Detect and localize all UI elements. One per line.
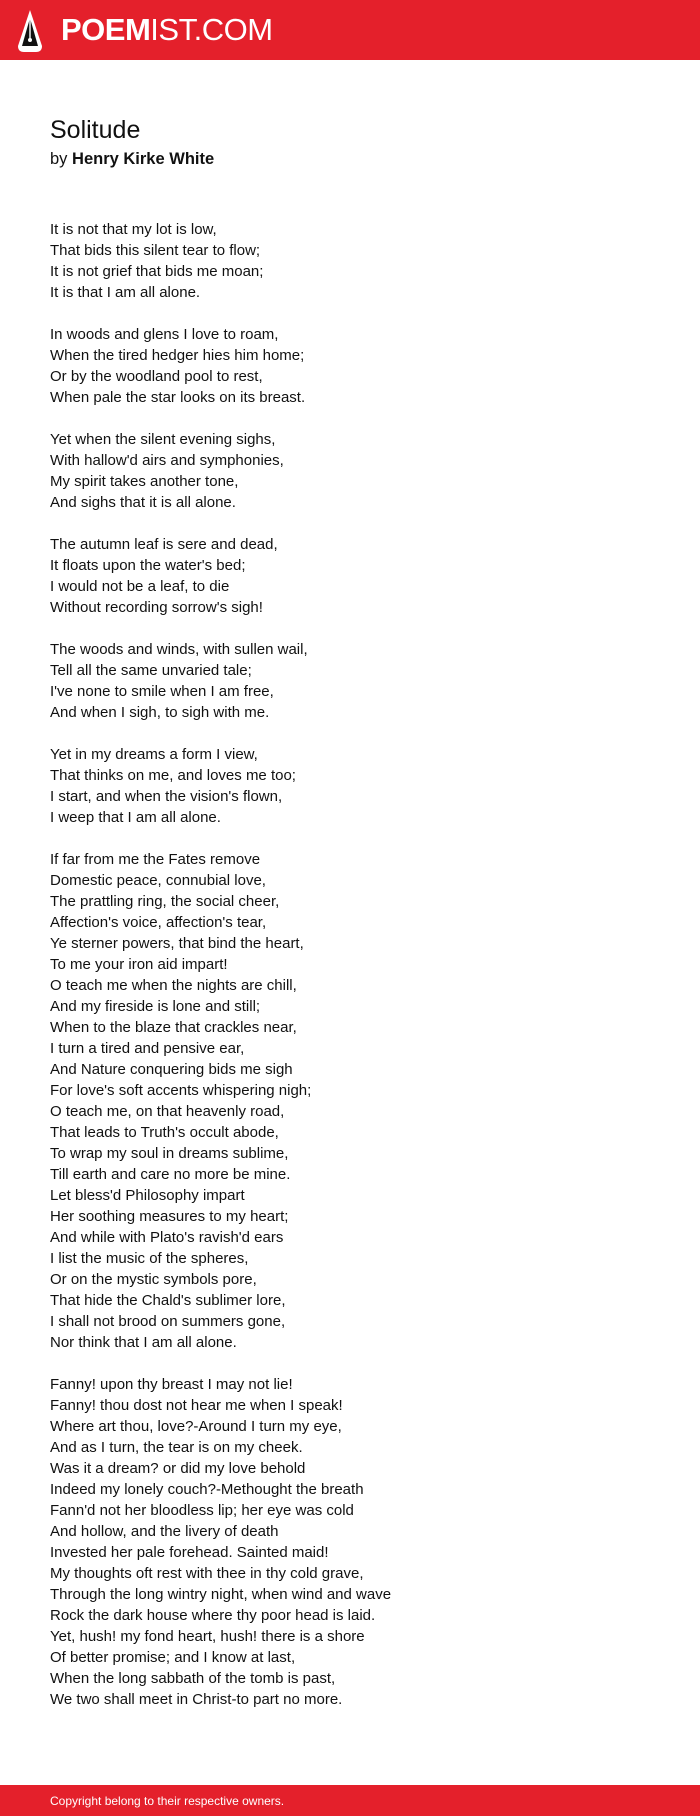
poem-byline	[50, 147, 214, 171]
poem-author: Henry Kirke White	[72, 150, 215, 168]
poem-line: My spirit takes another tone,	[50, 473, 239, 490]
poem-line: When the long sabbath of the tomb is past,	[50, 1670, 336, 1687]
poem-stanza	[50, 324, 650, 408]
poem-line: O teach me when the nights are chill,	[50, 977, 297, 994]
poem-line: O teach me, on that heavenly road,	[50, 1103, 285, 1120]
poem-line: I list the music of the spheres,	[50, 1250, 249, 1267]
poem-line: We two shall meet in Christ-to part no more.	[50, 1691, 343, 1708]
poem-line: That leads to Truth's occult abode,	[50, 1124, 279, 1141]
logo-bold-part: POEM	[61, 12, 151, 47]
poem-line: With hallow'd airs and symphonies,	[50, 452, 284, 469]
poem-line: And Nature conquering bids me sigh	[50, 1061, 293, 1078]
poem-body	[50, 219, 650, 1731]
poem-line: Rock the dark house where thy poor head is laid.	[50, 1607, 376, 1624]
poem-line: When pale the star looks on its breast.	[50, 389, 306, 406]
poem-line: And my fireside is lone and still;	[50, 998, 261, 1015]
logo-light-part: IST.COM	[150, 12, 273, 47]
poem-line: Through the long wintry night, when wind and wave	[50, 1586, 392, 1603]
poem-line: I turn a tired and pensive ear,	[50, 1040, 245, 1057]
poem-stanza	[50, 429, 650, 513]
poem-line: If far from me the Fates remove	[50, 851, 261, 868]
copyright-notice: Copyright belong to their respective owners.	[50, 1794, 285, 1808]
site-logo-text[interactable]	[61, 11, 273, 49]
poem-line: Fanny! thou dost not hear me when I speak!	[50, 1397, 343, 1414]
poem-line: Ye sterner powers, that bind the heart,	[50, 935, 304, 952]
poem-line: Tell all the same unvaried tale;	[50, 662, 252, 679]
poem-line: Indeed my lonely couch?-Methought the breath	[50, 1481, 364, 1498]
poem-line: That bids this silent tear to flow;	[50, 242, 261, 259]
poem-line: Where art thou, love?-Around I turn my eye,	[50, 1418, 342, 1435]
poem-line: Or by the woodland pool to rest,	[50, 368, 263, 385]
poem-line: I shall not brood on summers gone,	[50, 1313, 286, 1330]
poem-line: Fann'd not her bloodless lip; her eye was cold	[50, 1502, 354, 1519]
poem-line: To me your iron aid impart!	[50, 956, 228, 973]
poem-stanza	[50, 534, 650, 618]
poem-line: It floats upon the water's bed;	[50, 557, 246, 574]
poem-line: When to the blaze that crackles near,	[50, 1019, 297, 1036]
poem-stanza	[50, 849, 650, 1353]
poem-line: Nor think that I am all alone.	[50, 1334, 237, 1351]
poem-line: The autumn leaf is sere and dead,	[50, 536, 278, 553]
poem-line: My thoughts oft rest with thee in thy cold grave,	[50, 1565, 364, 1582]
poem-line: It is that I am all alone.	[50, 284, 201, 301]
poem-line: The woods and winds, with sullen wail,	[50, 641, 308, 658]
poem-line: And hollow, and the livery of death	[50, 1523, 279, 1540]
poem-line: To wrap my soul in dreams sublime,	[50, 1145, 289, 1162]
poem-line: Fanny! upon thy breast I may not lie!	[50, 1376, 293, 1393]
poem-line: Invested her pale forehead. Sainted maid!	[50, 1544, 329, 1561]
poem-line: For love's soft accents whispering nigh;	[50, 1082, 312, 1099]
poem-line: Yet in my dreams a form I view,	[50, 746, 258, 763]
poem-line: I weep that I am all alone.	[50, 809, 221, 826]
pen-nib-icon[interactable]	[18, 10, 42, 52]
poem-line: I would not be a leaf, to die	[50, 578, 230, 595]
poem-line: It is not grief that bids me moan;	[50, 263, 264, 280]
poem-line: And as I turn, the tear is on my cheek.	[50, 1439, 303, 1456]
poem-stanza	[50, 639, 650, 723]
poem-line: Affection's voice, affection's tear,	[50, 914, 267, 931]
poem-line: The prattling ring, the social cheer,	[50, 893, 280, 910]
poem-line: Till earth and care no more be mine.	[50, 1166, 291, 1183]
poem-line: Of better promise; and I know at last,	[50, 1649, 296, 1666]
poem-stanza	[50, 744, 650, 828]
poem-line: And while with Plato's ravish'd ears	[50, 1229, 284, 1246]
poem-line: Was it a dream? or did my love behold	[50, 1460, 306, 1477]
site-header	[0, 0, 700, 60]
poem-line: Yet when the silent evening sighs,	[50, 431, 276, 448]
poem-line: That hide the Chald's sublimer lore,	[50, 1292, 286, 1309]
poem-line: That thinks on me, and loves me too;	[50, 767, 296, 784]
poem-line: It is not that my lot is low,	[50, 221, 217, 238]
poem-stanza	[50, 219, 650, 303]
poem-line: And when I sigh, to sigh with me.	[50, 704, 270, 721]
poem-title: Solitude	[50, 116, 141, 144]
by-label: by	[50, 150, 68, 168]
poem-line: In woods and glens I love to roam,	[50, 326, 279, 343]
site-footer	[0, 1785, 700, 1816]
poem-line: Let bless'd Philosophy impart	[50, 1187, 245, 1204]
poem-line: I've none to smile when I am free,	[50, 683, 274, 700]
poem-line: Or on the mystic symbols pore,	[50, 1271, 257, 1288]
poem-line: When the tired hedger hies him home;	[50, 347, 305, 364]
poem-line: Yet, hush! my fond heart, hush! there is a shore	[50, 1628, 365, 1645]
poem-line: I start, and when the vision's flown,	[50, 788, 283, 805]
poem-line: Domestic peace, connubial love,	[50, 872, 266, 889]
poem-line: Her soothing measures to my heart;	[50, 1208, 289, 1225]
poem-line: Without recording sorrow's sigh!	[50, 599, 263, 616]
poem-line: And sighs that it is all alone.	[50, 494, 236, 511]
poem-stanza	[50, 1374, 650, 1710]
